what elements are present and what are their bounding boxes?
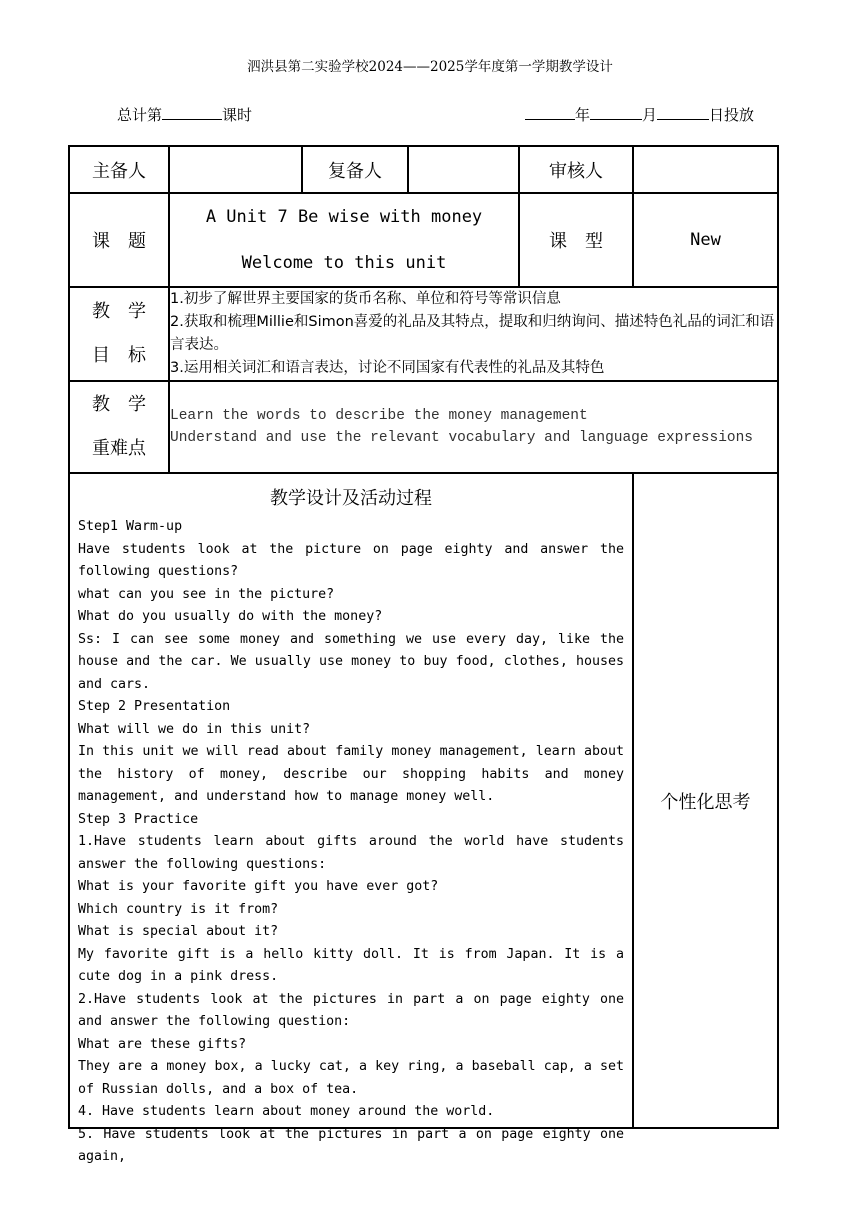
- month-label: 月: [642, 106, 658, 124]
- difficulty-item: Learn the words to describe the money management: [170, 408, 588, 424]
- process-line: What do you usually do with the money?: [78, 609, 383, 624]
- objectives-label-line-2: 目 标: [92, 345, 146, 366]
- process-cell: [69, 473, 633, 1164]
- topic-cell: [169, 193, 519, 287]
- objective-item: 3.运用相关词汇和语言表达，讨论不同国家有代表性的礼品及其特色: [170, 360, 605, 376]
- difficulties-label: [69, 381, 169, 473]
- preparer-value: [169, 146, 302, 193]
- process-line: Ss: I can see some money and something we use every day, like the house and the car. We usually use money to buy food, clothes, houses and cars.: [78, 631, 624, 692]
- process-line: Which country is it from?: [78, 901, 279, 917]
- process-title: 教学设计及活动过程: [270, 488, 432, 509]
- lesson-type-label: 课 型: [519, 193, 633, 287]
- process-body: [78, 516, 624, 1164]
- process-line: Step 3 Practice: [78, 811, 199, 827]
- personal-reflection-label: 个性化思考: [633, 473, 778, 1128]
- topic-line-1: A Unit 7 Be wise with money: [205, 207, 483, 227]
- total-prefix: 总计第: [117, 106, 163, 124]
- process-line: They are a money box, a lucky cat, a key ring, a baseball cap, a set of Russian dolls, and a box of tea.: [78, 1059, 624, 1097]
- lesson-plan-table: [68, 145, 779, 1164]
- process-line: What are these gifts?: [78, 1036, 247, 1052]
- process-line: Have students look at the picture on page eighty and answer the following questions?: [78, 541, 624, 579]
- process-line: What is special about it?: [78, 924, 279, 939]
- process-line: 2.Have students look at the pictures in part a on page eighty one and answer the following question:: [78, 991, 624, 1029]
- process-line: Step 2 Presentation: [78, 699, 231, 714]
- difficulties-row: [69, 381, 778, 473]
- objectives-label-line-1: 教 学: [92, 301, 146, 322]
- process-line: What is your favorite gift you have ever got?: [78, 879, 439, 894]
- process-line: what can you see in the picture?: [78, 586, 335, 602]
- co-preparer-value: [408, 146, 519, 193]
- reviewer-label: 审核人: [519, 146, 633, 193]
- process-line: What will we do in this unit?: [78, 721, 311, 737]
- process-line: 5. Have students look at the pictures in part a on page eighty one again,: [78, 1126, 624, 1164]
- year-label: 年: [575, 106, 591, 124]
- process-line: 4. Have students learn about money around the world.: [78, 1104, 495, 1119]
- difficulty-item: Understand and use the relevant vocabulary and language expressions: [170, 430, 753, 446]
- total-lessons-line: [117, 104, 252, 125]
- process-line: Step1 Warm-up: [78, 519, 183, 534]
- lesson-type-value: New: [633, 193, 778, 287]
- difficulties-label-line-2: 重难点: [92, 438, 146, 459]
- month-blank: [590, 105, 642, 120]
- process-line: My favorite gift is a hello kitty doll. It is from Japan. It is a cute dog in a pink dress.: [78, 946, 624, 984]
- objectives-content: [169, 287, 778, 381]
- process-line: In this unit we will read about family money management, learn about the history of money, describe our shopping habits and money management, and understand how to manage money well.: [78, 744, 624, 804]
- co-preparer-label: 复备人: [302, 146, 408, 193]
- objective-item: 2.获取和梳理Millie和Simon喜爱的礼品及其特点，提取和归纳询问、描述特色礼品的词汇和语言表达。: [170, 314, 775, 353]
- total-suffix: 课时: [222, 106, 253, 124]
- year-blank: [525, 105, 575, 120]
- reviewer-value: [633, 146, 778, 193]
- day-label: 日投放: [709, 106, 755, 124]
- process-row: [69, 473, 778, 1128]
- total-blank: [162, 105, 222, 120]
- preparer-label: 主备人: [69, 146, 169, 193]
- process-line: 1.Have students learn about gifts around the world have students answer the following questions:: [78, 834, 624, 872]
- document-title: 泗洪县第二实验学校2024——2025学年度第一学期教学设计: [247, 59, 613, 75]
- topic-row: [69, 193, 778, 287]
- topic-line-2: Welcome to this unit: [241, 253, 447, 273]
- objectives-row: [69, 287, 778, 381]
- objective-item: 1.初步了解世界主要国家的货币名称、单位和符号等常识信息: [170, 291, 561, 307]
- difficulties-label-line-1: 教 学: [92, 394, 146, 415]
- staff-row: [69, 146, 778, 193]
- date-line: [525, 104, 754, 125]
- difficulties-content: [169, 381, 778, 473]
- topic-label: 课 题: [69, 193, 169, 287]
- day-blank: [657, 105, 709, 120]
- objectives-label: [69, 287, 169, 381]
